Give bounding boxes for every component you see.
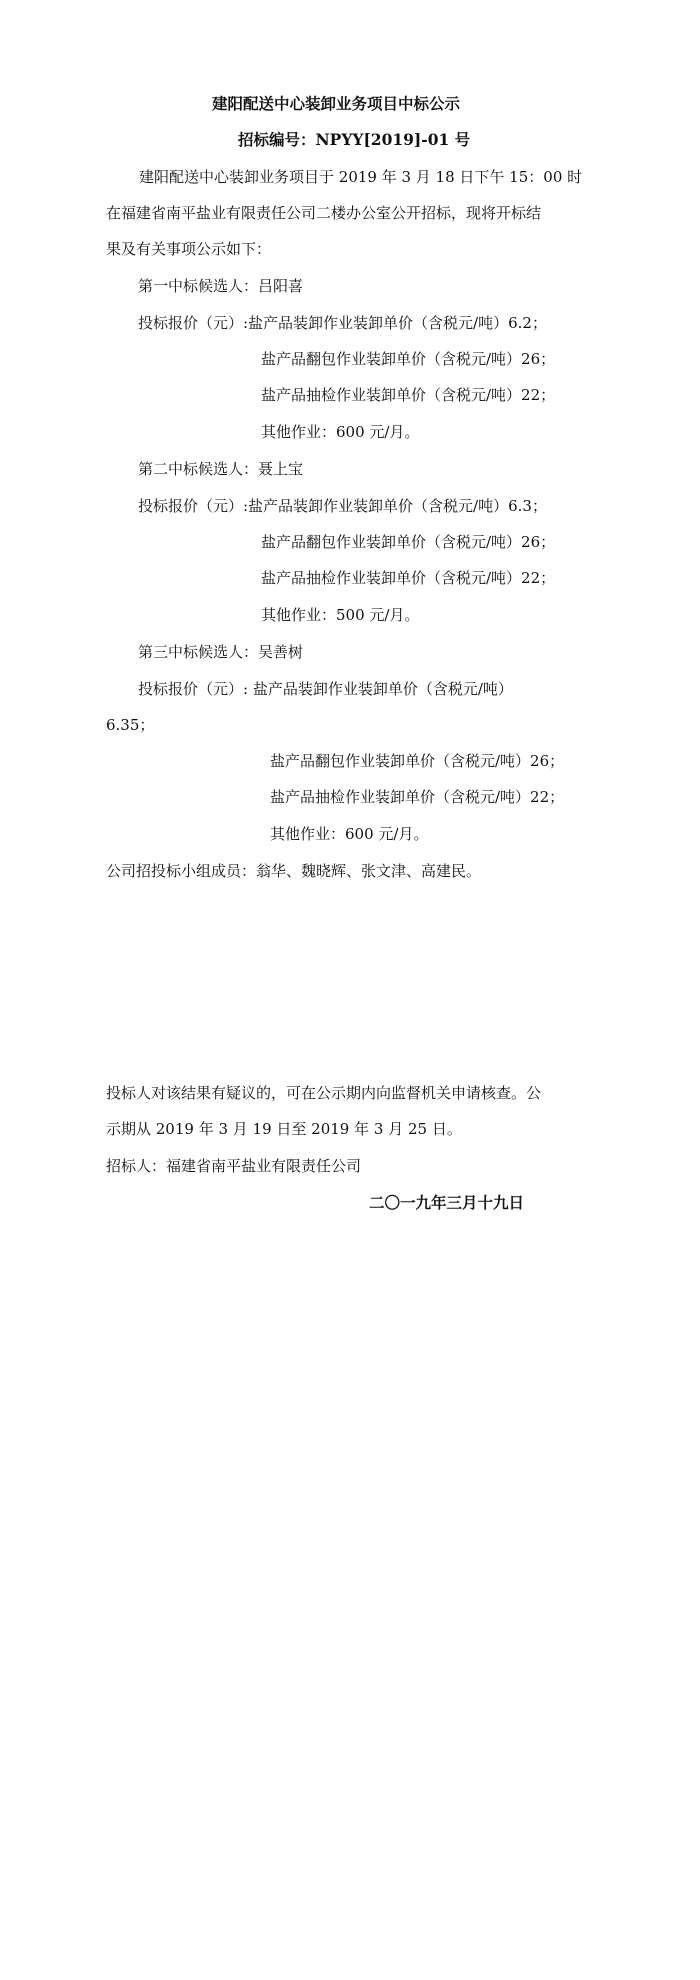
tenderer: 招标人：福建省南平盐业有限责任公司: [106, 1157, 362, 1175]
document-title: 建阳配送中心装卸业务项目中标公示: [212, 94, 461, 113]
candidate-2-price-line-1: 投标报价（元）:盐产品装卸作业装卸单价（含税元/吨）6.3；: [138, 497, 547, 515]
candidate-1-price-line-4: 其他作业：600 元/月。: [261, 423, 420, 441]
candidate-2-title: 第二中标候选人：聂上宝: [138, 460, 304, 478]
candidate-1-title: 第一中标候选人：吕阳喜: [138, 277, 304, 295]
candidate-3-price-line-1: 投标报价（元）: 盐产品装卸作业装卸单价（含税元/吨）: [138, 680, 513, 698]
objection-line-1: 投标人对该结果有疑议的，可在公示期内向监督机关申请核查。公: [106, 1084, 542, 1102]
candidate-2-price-line-3: 盐产品抽检作业装卸单价（含税元/吨）22；: [261, 569, 556, 587]
committee-members: 公司招投标小组成员：翁华、魏晓辉、张文津、高建民。: [106, 862, 482, 880]
candidate-3-price-line-2: 6.35；: [106, 716, 155, 734]
candidate-1-price-line-3: 盐产品抽检作业装卸单价（含税元/吨）22；: [261, 386, 556, 404]
candidate-3-price-line-3: 盐产品翻包作业装卸单价（含税元/吨）26；: [270, 752, 565, 770]
intro-line-1: 建阳配送中心装卸业务项目于 2019 年 3 月 18 日下午 15：00 时: [139, 168, 583, 186]
candidate-1-price-line-1: 投标报价（元）:盐产品装卸作业装卸单价（含税元/吨）6.2；: [138, 314, 547, 332]
candidate-2-price-line-2: 盐产品翻包作业装卸单价（含税元/吨）26；: [261, 533, 556, 551]
announcement-date: 二〇一九年三月十九日: [369, 1193, 525, 1212]
objection-line-2: 示期从 2019 年 3 月 19 日至 2019 年 3 月 25 日。: [106, 1120, 462, 1138]
bid-number: 招标编号：NPYY[2019]-01 号: [238, 130, 471, 149]
candidate-1-price-line-2: 盐产品翻包作业装卸单价（含税元/吨）26；: [261, 350, 556, 368]
candidate-3-price-line-5: 其他作业：600 元/月。: [270, 825, 429, 843]
candidate-2-price-line-4: 其他作业：500 元/月。: [261, 606, 420, 624]
candidate-3-title: 第三中标候选人：吴善树: [138, 643, 304, 661]
candidate-3-price-line-4: 盐产品抽检作业装卸单价（含税元/吨）22；: [270, 788, 565, 806]
intro-line-2: 在福建省南平盐业有限责任公司二楼办公室公开招标，现将开标结: [106, 204, 542, 222]
intro-line-3: 果及有关事项公示如下：: [106, 240, 272, 258]
